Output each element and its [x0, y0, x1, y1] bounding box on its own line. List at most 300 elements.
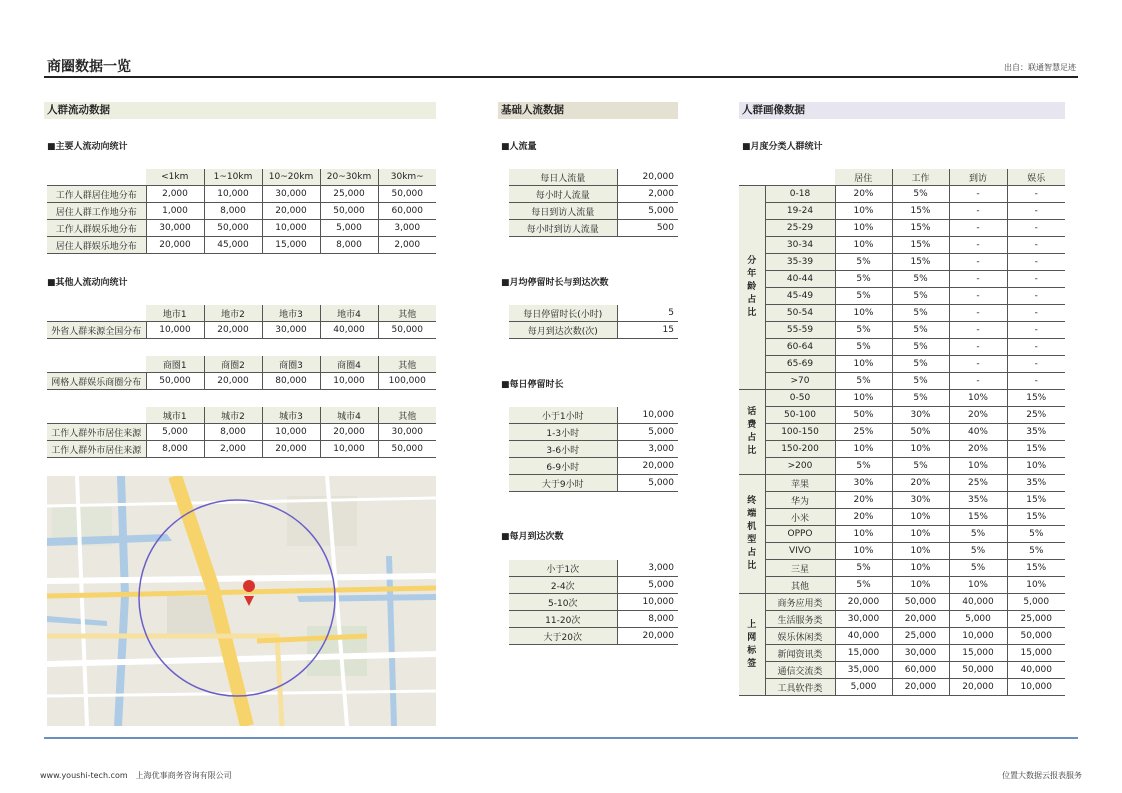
cell: -	[949, 203, 1007, 220]
col-header: 城市2	[204, 407, 262, 424]
cell: -	[949, 254, 1007, 271]
col-header: 1~10km	[204, 169, 262, 186]
row-label: >70	[765, 373, 835, 390]
cell: 5%	[835, 577, 892, 594]
outside-city-source-table	[47, 407, 436, 458]
page-title: 商圈数据一览	[47, 59, 131, 75]
row-label: 网格人群娱乐商圈分布	[47, 373, 146, 390]
cell: 30,000	[262, 322, 320, 339]
col-header: 地市1	[146, 305, 204, 322]
table-row	[739, 424, 1065, 441]
cell: 2,000	[146, 186, 204, 203]
cell: 50,000	[146, 373, 204, 390]
cell: -	[1007, 271, 1065, 288]
row-label: OPPO	[765, 526, 835, 543]
cell: 30%	[892, 407, 949, 424]
table-row	[739, 441, 1065, 458]
cell: 20,000	[835, 594, 892, 611]
table-row	[739, 628, 1065, 645]
cell: 5%	[835, 288, 892, 305]
cell: 40,000	[1007, 662, 1065, 679]
subtitle-flow: ■人流量	[501, 142, 537, 152]
row-label: 工作人群娱乐地分布	[47, 220, 146, 237]
table-row	[509, 475, 678, 492]
row-label: 华为	[765, 492, 835, 509]
cell: 20,000	[892, 679, 949, 696]
cell: 10%	[835, 441, 892, 458]
cell: 50,000	[378, 322, 436, 339]
row-label: 45-49	[765, 288, 835, 305]
col-header: <1km	[146, 169, 204, 186]
cell: 50%	[892, 424, 949, 441]
table-row	[509, 203, 678, 220]
cell: 35%	[1007, 424, 1065, 441]
cell: 20,000	[320, 424, 378, 441]
cell: 20%	[835, 186, 892, 203]
cell: 60,000	[378, 203, 436, 220]
col-header: 到访	[949, 169, 1007, 186]
cell: 5,000	[617, 577, 678, 594]
cell: 10,000	[204, 186, 262, 203]
cell: 35%	[949, 492, 1007, 509]
table-row	[739, 679, 1065, 696]
cell: 10%	[835, 526, 892, 543]
cell: 30,000	[892, 645, 949, 662]
col-header: 其他	[378, 407, 436, 424]
table-row	[739, 254, 1065, 271]
row-label: 小于1小时	[509, 407, 617, 424]
subtitle-main-flow: ■主要人流动向统计	[47, 142, 128, 152]
table-row	[509, 424, 678, 441]
cell: 15,000	[835, 645, 892, 662]
cell: 15%	[1007, 390, 1065, 407]
cell: 5%	[892, 339, 949, 356]
cell: -	[949, 220, 1007, 237]
row-label: 11-20次	[509, 611, 617, 628]
cell: -	[1007, 237, 1065, 254]
cell: 5,000	[617, 475, 678, 492]
cell: 15%	[1007, 492, 1065, 509]
row-label: 每小时到访人流量	[509, 220, 617, 237]
cell: 10%	[892, 577, 949, 594]
cell: 5%	[892, 288, 949, 305]
cell: 15%	[892, 220, 949, 237]
cell: 40,000	[320, 322, 378, 339]
cell: 2,000	[378, 237, 436, 254]
cell: 25%	[835, 424, 892, 441]
cell: 15%	[1007, 560, 1065, 577]
cell: 15,000	[262, 237, 320, 254]
cell: 25%	[949, 475, 1007, 492]
cell: -	[1007, 339, 1065, 356]
cell: 80,000	[262, 373, 320, 390]
cell: 10%	[835, 543, 892, 560]
cell: 35%	[1007, 475, 1065, 492]
cell: 20,000	[204, 322, 262, 339]
cell: -	[1007, 322, 1065, 339]
cell: 50,000	[378, 441, 436, 458]
table-row	[47, 322, 436, 339]
cell: 5,000	[617, 203, 678, 220]
cell: 10,000	[146, 322, 204, 339]
cell: 20,000	[892, 611, 949, 628]
table-row	[739, 645, 1065, 662]
crowd-portrait-table	[739, 169, 1065, 696]
table-row	[739, 611, 1065, 628]
cell: 5%	[949, 526, 1007, 543]
row-label: 25-29	[765, 220, 835, 237]
table-row	[739, 237, 1065, 254]
cell: 30%	[892, 492, 949, 509]
cell: 500	[617, 220, 678, 237]
cell: 8,000	[204, 203, 262, 220]
table-row	[739, 509, 1065, 526]
cell: 40,000	[835, 628, 892, 645]
cell: 20%	[835, 492, 892, 509]
cell: 40%	[949, 424, 1007, 441]
table-row	[509, 560, 678, 577]
cell: -	[949, 305, 1007, 322]
table-row	[739, 560, 1065, 577]
cell: -	[1007, 220, 1065, 237]
table-row	[739, 543, 1065, 560]
cell: 15%	[892, 254, 949, 271]
table-row	[739, 594, 1065, 611]
footer-company: 上海优事商务咨询有限公司	[135, 771, 232, 780]
entertainment-district-table	[47, 356, 436, 390]
cell: 5%	[835, 254, 892, 271]
cell: 50,000	[378, 186, 436, 203]
cell: 8,000	[320, 237, 378, 254]
cell: 10%	[892, 441, 949, 458]
cell: 5%	[835, 339, 892, 356]
cell: 60,000	[892, 662, 949, 679]
row-label: >200	[765, 458, 835, 475]
cell: 20,000	[617, 169, 678, 186]
section-basic-flow: 基础人流数据	[498, 102, 678, 119]
row-label: 1-3小时	[509, 424, 617, 441]
cell: 5%	[949, 560, 1007, 577]
row-label: 三星	[765, 560, 835, 577]
cell: 20,000	[949, 679, 1007, 696]
cell: 5%	[892, 322, 949, 339]
cell: 10%	[835, 220, 892, 237]
row-label: 19-24	[765, 203, 835, 220]
cell: -	[1007, 254, 1065, 271]
cell: 35,000	[835, 662, 892, 679]
cell: 50,000	[949, 662, 1007, 679]
cell: 5%	[835, 373, 892, 390]
cell: 25%	[1007, 407, 1065, 424]
table-row	[739, 186, 1065, 203]
row-label: 小米	[765, 509, 835, 526]
cell: 10,000	[320, 373, 378, 390]
trade-area-map[interactable]	[47, 476, 436, 726]
table-row	[739, 577, 1065, 594]
group-label: 终 端 机 型 占 比	[739, 475, 765, 594]
table-row	[739, 271, 1065, 288]
col-header: 20~30km	[320, 169, 378, 186]
cell: 50,000	[892, 594, 949, 611]
row-label: 0-50	[765, 390, 835, 407]
table-row	[509, 458, 678, 475]
footer-left	[40, 770, 240, 781]
row-label: 大于9小时	[509, 475, 617, 492]
main-flow-table	[47, 169, 436, 254]
cell: 5%	[892, 390, 949, 407]
cell: 50%	[835, 407, 892, 424]
row-label: 生活服务类	[765, 611, 835, 628]
stay-table	[509, 305, 678, 339]
table-row	[509, 611, 678, 628]
footer-website[interactable]: www.youshi-tech.com	[40, 771, 128, 780]
cell: 5,000	[949, 611, 1007, 628]
cell: 5,000	[617, 424, 678, 441]
table-row	[739, 458, 1065, 475]
cell: 45,000	[204, 237, 262, 254]
table-row	[739, 475, 1065, 492]
cell: 5,000	[1007, 594, 1065, 611]
col-header: 商圈3	[262, 356, 320, 373]
daily-stay-table	[509, 407, 678, 492]
table-row	[739, 390, 1065, 407]
cell: -	[1007, 356, 1065, 373]
cell: 5%	[1007, 543, 1065, 560]
row-label: VIVO	[765, 543, 835, 560]
cell: 5%	[949, 543, 1007, 560]
row-label: 其他	[765, 577, 835, 594]
row-label: 0-18	[765, 186, 835, 203]
cell: 10%	[949, 390, 1007, 407]
cell: -	[949, 339, 1007, 356]
cell: 10%	[892, 509, 949, 526]
cell: 8,000	[617, 611, 678, 628]
col-header: 城市4	[320, 407, 378, 424]
cell: 8,000	[146, 441, 204, 458]
footer-right: 位置大数据云报表服务	[1002, 771, 1082, 780]
cell: -	[949, 237, 1007, 254]
table-row	[509, 322, 678, 339]
row-label: 居住人群工作地分布	[47, 203, 146, 220]
cell: 20,000	[262, 203, 320, 220]
row-label: 50-100	[765, 407, 835, 424]
col-header: 居住	[835, 169, 892, 186]
cell: 2,000	[204, 441, 262, 458]
col-header: 地市4	[320, 305, 378, 322]
section-crowd-flow: 人群流动数据	[44, 102, 436, 119]
flow-table	[509, 169, 678, 237]
row-label: 55-59	[765, 322, 835, 339]
table-row	[509, 220, 678, 237]
section-crowd-portrait: 人群画像数据	[739, 102, 1065, 119]
row-label: 小于1次	[509, 560, 617, 577]
table-row	[739, 288, 1065, 305]
cell: 5%	[835, 560, 892, 577]
table-row	[47, 373, 436, 390]
col-header: 商圈2	[204, 356, 262, 373]
table-row	[47, 220, 436, 237]
col-header: 商圈4	[320, 356, 378, 373]
row-label: 每小时人流量	[509, 186, 617, 203]
cell: 10%	[1007, 577, 1065, 594]
cell: 5,000	[835, 679, 892, 696]
table-row	[47, 203, 436, 220]
row-label: 5-10次	[509, 594, 617, 611]
cell: 10%	[949, 458, 1007, 475]
cell: 10%	[835, 237, 892, 254]
table-row	[47, 186, 436, 203]
row-label: 每日人流量	[509, 169, 617, 186]
table-row	[47, 424, 436, 441]
cell: 20,000	[262, 441, 320, 458]
cell: 30,000	[378, 424, 436, 441]
cell: 10%	[892, 560, 949, 577]
row-label: 每日到访人流量	[509, 203, 617, 220]
cell: 15%	[892, 237, 949, 254]
cell: 50,000	[1007, 628, 1065, 645]
table-row	[739, 662, 1065, 679]
cell: 5%	[835, 322, 892, 339]
row-label: 60-64	[765, 339, 835, 356]
cell: -	[949, 271, 1007, 288]
cell: 10%	[835, 390, 892, 407]
col-header: 地市3	[262, 305, 320, 322]
cell: 10,000	[320, 441, 378, 458]
row-label: 居住人群娱乐地分布	[47, 237, 146, 254]
table-row	[509, 577, 678, 594]
table-row	[739, 356, 1065, 373]
bottom-divider	[44, 737, 1078, 739]
group-label: 上 网 标 签	[739, 594, 765, 696]
row-label: 工作人群外市居住来源	[47, 441, 146, 458]
cell: 10,000	[617, 407, 678, 424]
table-row	[739, 220, 1065, 237]
row-label: 大于20次	[509, 628, 617, 645]
row-label: 30-34	[765, 237, 835, 254]
table-row	[509, 407, 678, 424]
cell: 30%	[835, 475, 892, 492]
col-header: 娱乐	[1007, 169, 1065, 186]
cell: 100,000	[378, 373, 436, 390]
cell: 5%	[835, 458, 892, 475]
cell: 5%	[835, 271, 892, 288]
cell: 20,000	[617, 458, 678, 475]
map-graphic	[47, 476, 436, 726]
row-label: 100-150	[765, 424, 835, 441]
table-row	[739, 305, 1065, 322]
top-divider	[44, 76, 1078, 78]
cell: 10%	[892, 526, 949, 543]
cell: -	[949, 322, 1007, 339]
table-row	[47, 237, 436, 254]
table-row	[47, 441, 436, 458]
col-header: 30km~	[378, 169, 436, 186]
cell: 10%	[892, 543, 949, 560]
nationwide-source-table	[47, 305, 436, 339]
cell: 10,000	[262, 424, 320, 441]
cell: 5,000	[146, 424, 204, 441]
cell: 10,000	[262, 220, 320, 237]
cell: 10%	[1007, 458, 1065, 475]
table-row	[739, 203, 1065, 220]
table-row	[509, 169, 678, 186]
row-label: 6-9小时	[509, 458, 617, 475]
source-note: 出自：联通智慧足迹	[1004, 63, 1076, 72]
row-label: 新闻资讯类	[765, 645, 835, 662]
cell: 5%	[892, 373, 949, 390]
cell: 10%	[835, 305, 892, 322]
row-label: 3-6小时	[509, 441, 617, 458]
cell: 20,000	[617, 628, 678, 645]
cell: 25,000	[1007, 611, 1065, 628]
cell: -	[949, 186, 1007, 203]
cell: 15%	[949, 509, 1007, 526]
col-header: 商圈1	[146, 356, 204, 373]
row-label: 娱乐休闲类	[765, 628, 835, 645]
cell: 10,000	[617, 594, 678, 611]
row-label: 苹果	[765, 475, 835, 492]
table-row	[739, 407, 1065, 424]
table-row	[509, 628, 678, 645]
cell: 15,000	[949, 645, 1007, 662]
table-row	[739, 526, 1065, 543]
cell: 50,000	[204, 220, 262, 237]
row-label: 工作人群外市居住来源	[47, 424, 146, 441]
cell: 1,000	[146, 203, 204, 220]
cell: 5%	[1007, 526, 1065, 543]
cell: 10%	[835, 203, 892, 220]
cell: 3,000	[378, 220, 436, 237]
row-label: 工具软件类	[765, 679, 835, 696]
cell: 5	[617, 305, 678, 322]
cell: 10,000	[949, 628, 1007, 645]
cell: 40,000	[949, 594, 1007, 611]
col-header: 其他	[378, 356, 436, 373]
cell: 15	[617, 322, 678, 339]
cell: 25,000	[320, 186, 378, 203]
col-header: 城市1	[146, 407, 204, 424]
cell: 5%	[892, 458, 949, 475]
cell: 15%	[1007, 509, 1065, 526]
cell: 2,000	[617, 186, 678, 203]
cell: -	[1007, 186, 1065, 203]
cell: 20%	[892, 475, 949, 492]
cell: 20%	[835, 509, 892, 526]
cell: 20,000	[204, 373, 262, 390]
subtitle-monthly-crowd: ■月度分类人群统计	[742, 142, 823, 152]
cell: -	[1007, 373, 1065, 390]
cell: -	[1007, 288, 1065, 305]
table-row	[739, 339, 1065, 356]
row-label: 35-39	[765, 254, 835, 271]
cell: -	[1007, 305, 1065, 322]
cell: 5%	[892, 305, 949, 322]
col-header: 城市3	[262, 407, 320, 424]
cell: 5,000	[320, 220, 378, 237]
monthly-visits-table	[509, 560, 678, 645]
row-label: 50-54	[765, 305, 835, 322]
row-label: 每日停留时长(小时)	[509, 305, 617, 322]
row-label: 每月到达次数(次)	[509, 322, 617, 339]
cell: -	[949, 356, 1007, 373]
cell: -	[949, 288, 1007, 305]
table-row	[509, 441, 678, 458]
row-label: 150-200	[765, 441, 835, 458]
group-label: 分 年 龄 占 比	[739, 186, 765, 390]
cell: 8,000	[204, 424, 262, 441]
col-header: 其他	[378, 305, 436, 322]
row-label: 工作人群居住地分布	[47, 186, 146, 203]
